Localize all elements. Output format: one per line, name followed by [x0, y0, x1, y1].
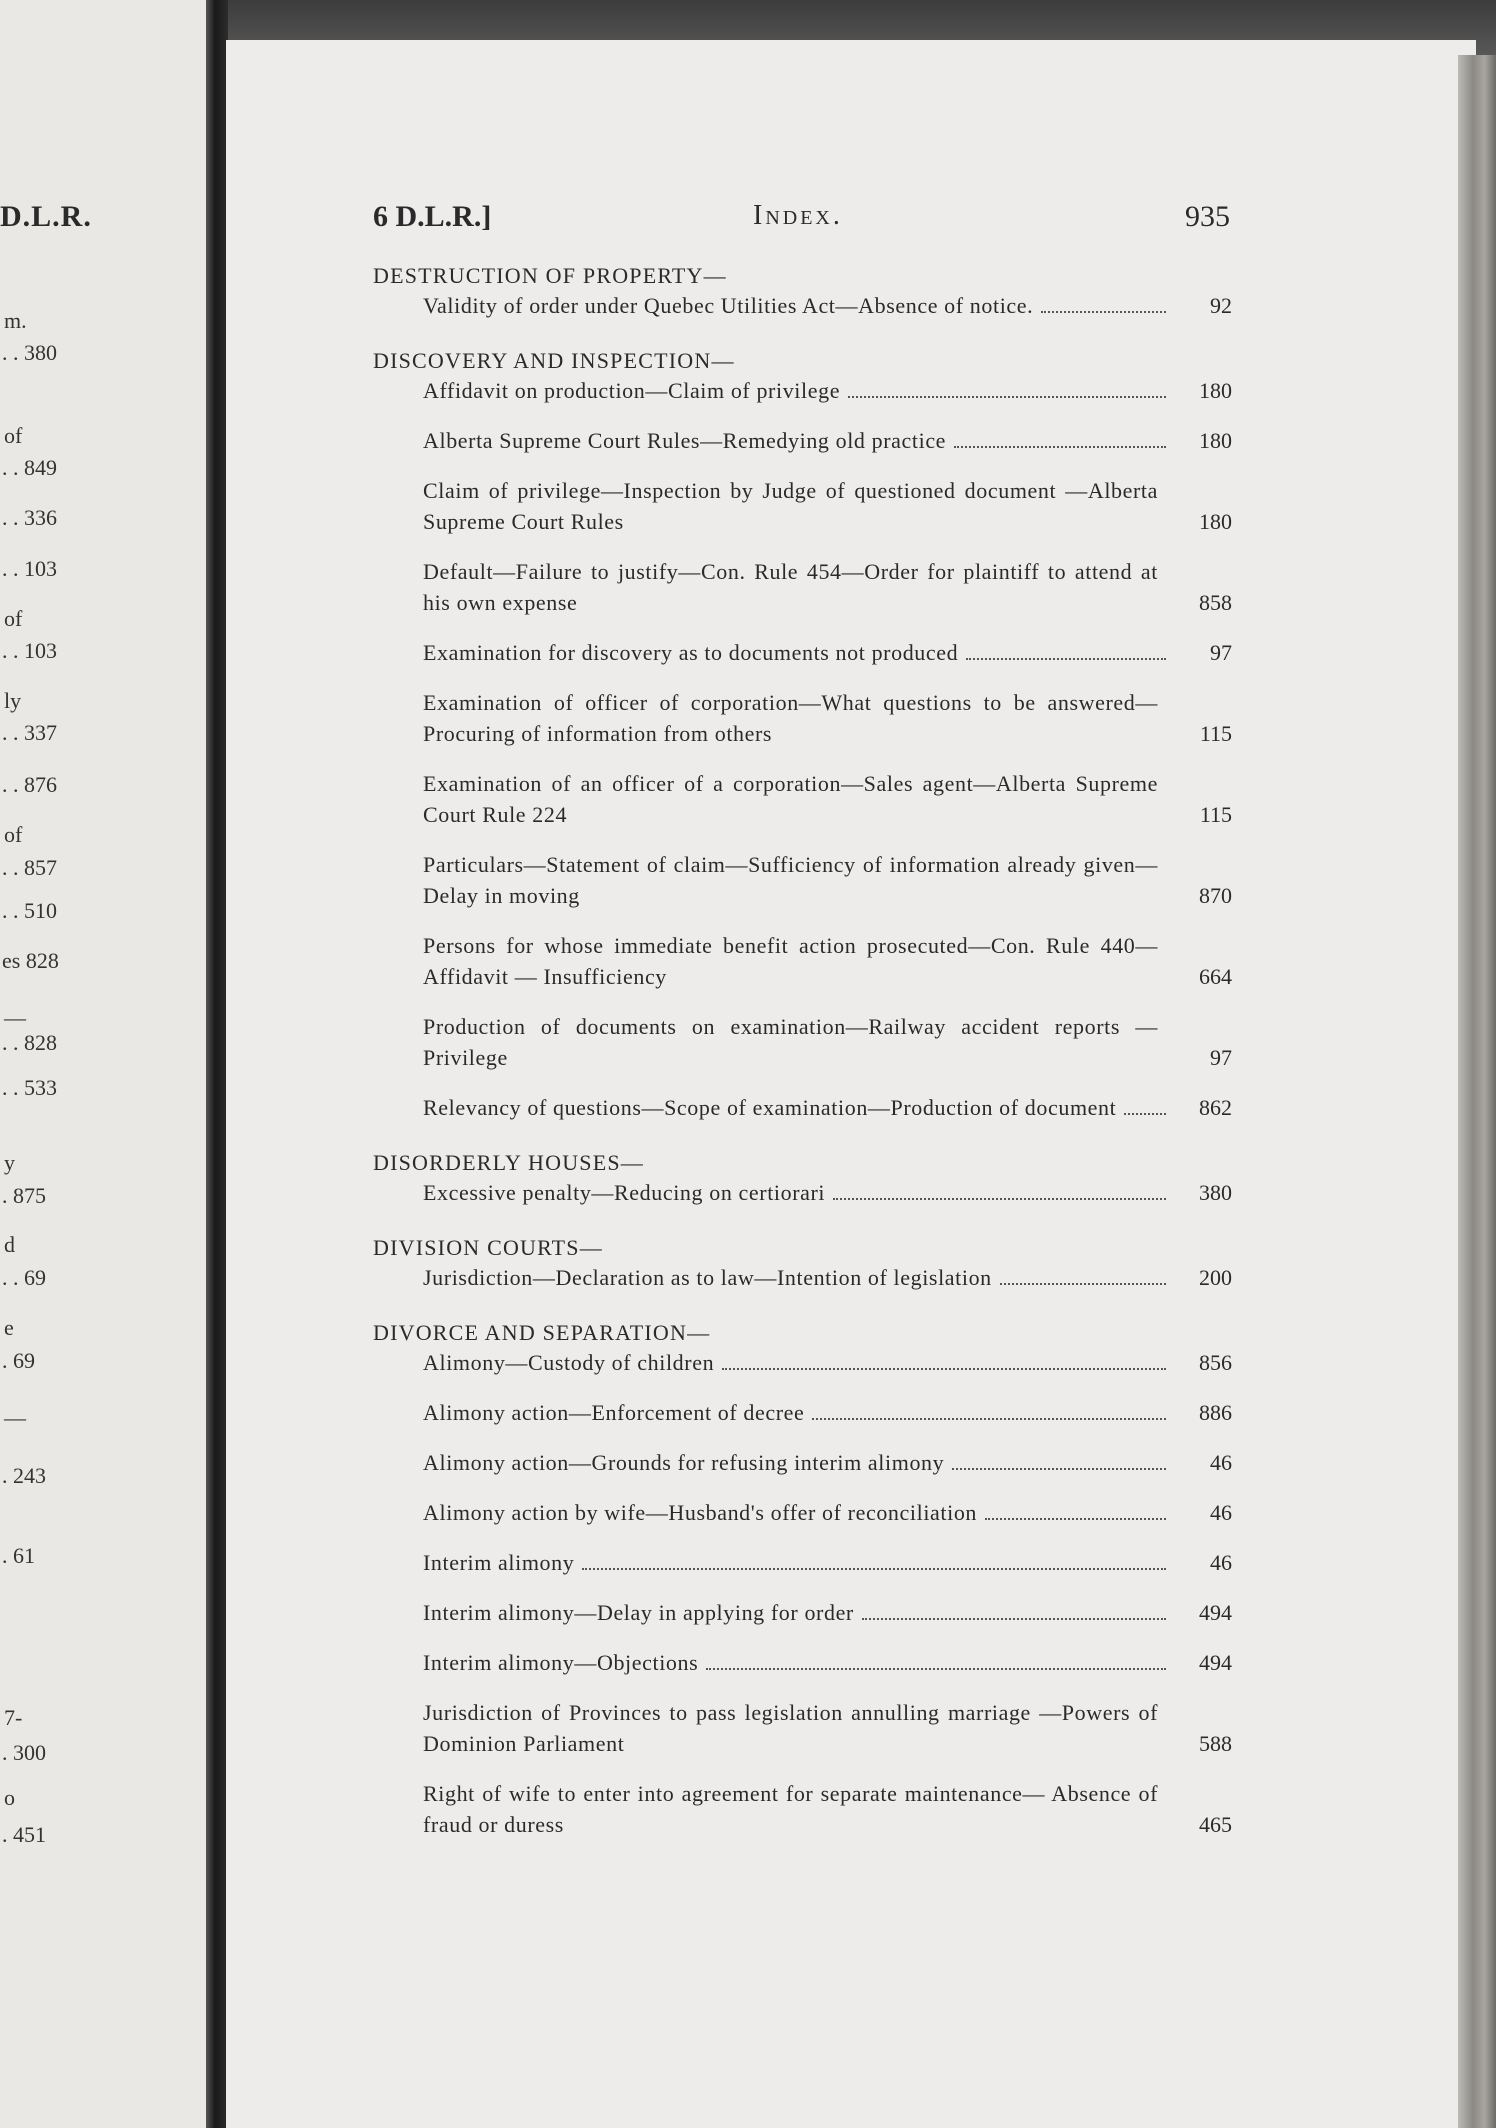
left-page-fragment: . . 828	[2, 1030, 57, 1055]
entry-text: Interim alimony	[423, 1550, 575, 1575]
page-edge	[1458, 55, 1496, 2128]
entry-page-number: 115	[1199, 721, 1232, 746]
entry-text-wrap	[423, 1497, 1176, 1528]
entry-page-number: 46	[1210, 1550, 1232, 1575]
dot-leader	[582, 1568, 1166, 1570]
entry-text-wrap	[423, 1597, 1176, 1628]
left-page-fragment: —	[4, 1005, 26, 1030]
left-page-fragment: 7-	[4, 1705, 23, 1730]
entry-page-number: 886	[1199, 1400, 1232, 1425]
index-entry	[423, 637, 1232, 668]
entry-text: Alimony action—Enforcement of decree	[423, 1400, 805, 1425]
left-page-fragment: of	[4, 822, 23, 847]
left-page-fragment: e	[4, 1315, 14, 1340]
index-entry	[423, 1447, 1232, 1478]
left-page-fragment: . . 380	[2, 340, 57, 365]
entry-text: Validity of order under Quebec Utilities Act—Absence of notice.	[423, 293, 1034, 318]
entry-page-number: 200	[1199, 1265, 1232, 1290]
section-heading: DISCOVERY AND INSPECTION—	[373, 348, 735, 373]
entry-text-wrap	[423, 1262, 1176, 1293]
entry-page-number: 180	[1199, 378, 1232, 403]
entry-page-number: 180	[1199, 509, 1232, 534]
left-page-fragment: . . 510	[2, 898, 57, 923]
left-page-fragment: of	[4, 606, 23, 631]
index-entry	[423, 556, 1232, 618]
entry-text: Persons for whose immediate benefit action prosecuted—Con. Rule 440—Affidavit — Insufficiency	[423, 933, 1158, 989]
index-entry	[423, 375, 1232, 406]
index-entry	[423, 849, 1232, 911]
entry-text: Production of documents on examination—Railway accident reports — Privilege	[423, 1014, 1158, 1070]
entry-text: Default—Failure to justify—Con. Rule 454—Order for plaintiff to attend at his own expense	[423, 559, 1158, 615]
running-header	[373, 200, 1230, 240]
dot-leader	[722, 1368, 1166, 1370]
entry-page-number: 494	[1199, 1600, 1232, 1625]
entry-text-wrap	[423, 768, 1176, 830]
book-gutter	[206, 0, 228, 2128]
entry-page-number: 46	[1210, 1450, 1232, 1475]
left-page-fragment: m.	[4, 308, 27, 333]
entry-text-wrap	[423, 1647, 1176, 1678]
entry-text: Jurisdiction—Declaration as to law—Intention of legislation	[423, 1265, 992, 1290]
index-entry	[423, 290, 1232, 321]
entry-text: Interim alimony—Delay in applying for order	[423, 1600, 854, 1625]
index-entry	[423, 1647, 1232, 1678]
left-page-fragment: . . 857	[2, 855, 57, 880]
page-number: 935	[1185, 200, 1230, 233]
left-page-fragment: d	[4, 1232, 15, 1257]
entry-text-wrap	[423, 1347, 1176, 1378]
entry-text-wrap	[423, 849, 1176, 911]
left-page-fragment: . . 336	[2, 505, 57, 530]
entry-page-number: 97	[1210, 1045, 1232, 1070]
entry-text: Alberta Supreme Court Rules—Remedying old practice	[423, 428, 947, 453]
section-heading: DISORDERLY HOUSES—	[373, 1150, 644, 1175]
entry-page-number: 858	[1199, 590, 1232, 615]
volume-label: 6 D.L.R.]	[373, 200, 492, 233]
index-entry	[423, 1177, 1232, 1208]
entry-text-wrap	[423, 637, 1176, 668]
entry-text-wrap	[423, 290, 1176, 321]
entry-text-wrap	[423, 1092, 1176, 1123]
dot-leader	[1000, 1283, 1166, 1285]
dot-leader	[706, 1668, 1166, 1670]
entry-page-number: 180	[1199, 428, 1232, 453]
index-entry	[423, 1347, 1232, 1378]
dot-leader	[966, 658, 1166, 660]
left-page-fragment: . . 103	[2, 556, 57, 581]
left-page-fragment: . 61	[2, 1543, 35, 1568]
dot-leader	[848, 396, 1166, 398]
entry-text: Examination for discovery as to documents not produced	[423, 640, 959, 665]
dot-leader	[1041, 311, 1166, 313]
left-page-fragment: y	[4, 1150, 15, 1175]
entry-page-number: 92	[1210, 293, 1232, 318]
index-entry	[423, 1547, 1232, 1578]
index-entry	[423, 1397, 1232, 1428]
index-entry	[423, 1778, 1232, 1840]
entry-page-number: 494	[1199, 1650, 1232, 1675]
index-entry	[423, 930, 1232, 992]
entry-page-number: 664	[1199, 964, 1232, 989]
entry-page-number: 856	[1199, 1350, 1232, 1375]
section-heading: DESTRUCTION OF PROPERTY—	[373, 263, 727, 288]
entry-page-number: 465	[1199, 1812, 1232, 1837]
left-page-fragment: of	[4, 423, 23, 448]
left-page-fragment: o	[4, 1785, 15, 1810]
left-page-fragment: . . 103	[2, 638, 57, 663]
entry-text: Examination of officer of corporation—What questions to be answered—Procuring of information from others	[423, 690, 1158, 746]
index-entry	[423, 475, 1232, 537]
index-entry	[423, 768, 1232, 830]
section-heading: DIVISION COURTS—	[373, 1235, 603, 1260]
dot-leader	[833, 1198, 1166, 1200]
left-page-fragment: . . 69	[2, 1265, 46, 1290]
entry-text: Affidavit on production—Claim of privilege	[423, 378, 841, 403]
left-page-fragment: . 69	[2, 1348, 35, 1373]
entry-page-number: 115	[1199, 802, 1232, 827]
left-page-fragment: —	[4, 1405, 26, 1430]
entry-text: Alimony action—Grounds for refusing interim alimony	[423, 1450, 945, 1475]
index-entry	[423, 1697, 1232, 1759]
entry-text-wrap	[423, 1177, 1176, 1208]
dot-leader	[812, 1418, 1166, 1420]
section-heading: DIVORCE AND SEPARATION—	[373, 1320, 711, 1345]
left-page-fragment: . . 876	[2, 772, 57, 797]
index-entry	[423, 1092, 1232, 1123]
entry-page-number: 862	[1199, 1095, 1232, 1120]
entry-text: Excessive penalty—Reducing on certiorari	[423, 1180, 826, 1205]
page-title: Index.	[753, 200, 843, 231]
index-entry	[423, 1011, 1232, 1073]
left-page-fragment: . . 533	[2, 1075, 57, 1100]
left-page-fragment: . 243	[2, 1463, 46, 1488]
entry-text-wrap	[423, 1447, 1176, 1478]
index-content	[373, 262, 1232, 1840]
left-page-fragment: . . 849	[2, 455, 57, 480]
entry-page-number: 380	[1199, 1180, 1232, 1205]
left-page-header: D.L.R.	[0, 200, 92, 233]
left-page-fragment: . 300	[2, 1740, 46, 1765]
index-entry	[423, 687, 1232, 749]
dot-leader	[1124, 1113, 1166, 1115]
entry-text: Alimony—Custody of children	[423, 1350, 715, 1375]
entry-page-number: 97	[1210, 640, 1232, 665]
entry-text-wrap	[423, 1011, 1176, 1073]
entry-text: Right of wife to enter into agreement for separate maintenance— Absence of fraud or duress	[423, 1781, 1158, 1837]
entry-text-wrap	[423, 1778, 1176, 1840]
left-page-fragment: . . 337	[2, 720, 57, 745]
entry-text-wrap	[423, 1697, 1176, 1759]
dot-leader	[952, 1468, 1166, 1470]
left-page	[0, 0, 212, 2128]
entry-text: Claim of privilege—Inspection by Judge of questioned document —Alberta Supreme Court Rules	[423, 478, 1158, 534]
entry-text-wrap	[423, 556, 1176, 618]
index-entry	[423, 1597, 1232, 1628]
entry-text-wrap	[423, 687, 1176, 749]
entry-text-wrap	[423, 425, 1176, 456]
entry-text-wrap	[423, 930, 1176, 992]
entry-text: Relevancy of questions—Scope of examination—Production of document	[423, 1095, 1117, 1120]
left-page-fragment: es 828	[2, 948, 59, 973]
entry-text-wrap	[423, 475, 1176, 537]
dot-leader	[985, 1518, 1166, 1520]
entry-text: Particulars—Statement of claim—Sufficiency of information already given—Delay in moving	[423, 852, 1158, 908]
dot-leader	[954, 446, 1166, 448]
index-entry	[423, 425, 1232, 456]
entry-page-number: 46	[1210, 1500, 1232, 1525]
entry-page-number: 870	[1199, 883, 1232, 908]
entry-text: Jurisdiction of Provinces to pass legislation annulling marriage —Powers of Dominion Parliament	[423, 1700, 1158, 1756]
left-page-fragment: ly	[4, 688, 22, 713]
index-entry	[423, 1262, 1232, 1293]
entry-text: Examination of an officer of a corporation—Sales agent—Alberta Supreme Court Rule 224	[423, 771, 1158, 827]
entry-text-wrap	[423, 375, 1176, 406]
entry-page-number: 588	[1199, 1731, 1232, 1756]
entry-text-wrap	[423, 1397, 1176, 1428]
entry-text-wrap	[423, 1547, 1176, 1578]
entry-text: Interim alimony—Objections	[423, 1650, 699, 1675]
entry-text: Alimony action by wife—Husband's offer of reconciliation	[423, 1500, 978, 1525]
left-page-fragment: . 875	[2, 1183, 46, 1208]
index-entry	[423, 1497, 1232, 1528]
left-page-fragment: . 451	[2, 1822, 46, 1847]
dot-leader	[862, 1618, 1166, 1620]
